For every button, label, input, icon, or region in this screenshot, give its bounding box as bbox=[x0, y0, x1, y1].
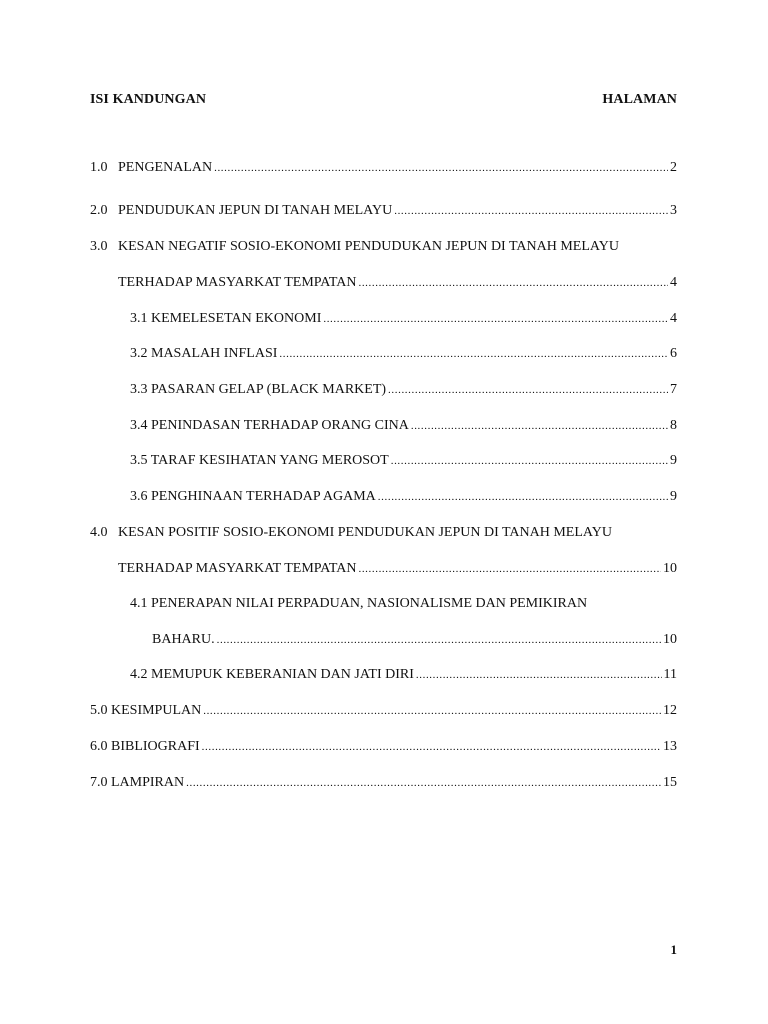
entry-page: 4 bbox=[670, 275, 677, 290]
entry-page: 12 bbox=[663, 703, 677, 718]
dot-leader bbox=[202, 741, 661, 753]
dot-leader bbox=[358, 277, 668, 289]
entry-page: 15 bbox=[663, 775, 677, 790]
entry-page: 8 bbox=[670, 418, 677, 433]
entry-page: 4 bbox=[670, 311, 677, 326]
dot-leader bbox=[378, 491, 668, 503]
entry-page: 6 bbox=[670, 346, 677, 361]
dot-leader bbox=[323, 313, 668, 325]
entry-page: 9 bbox=[670, 489, 677, 504]
toc-entry-1-0[interactable] bbox=[90, 160, 677, 180]
page-number: 1 bbox=[670, 942, 677, 957]
dot-leader bbox=[279, 348, 668, 360]
dot-leader bbox=[394, 205, 668, 217]
toc-entry-4-0-line1[interactable] bbox=[90, 525, 612, 541]
toc-entry-7-0[interactable] bbox=[90, 775, 677, 795]
entry-title: 3.1 KEMELESETAN EKONOMI bbox=[130, 311, 322, 326]
entry-page: 2 bbox=[670, 160, 677, 175]
entry-number: 1.0 bbox=[90, 160, 108, 175]
entry-page: 3 bbox=[670, 203, 677, 218]
entry-title: 6.0 BIBLIOGRAFI bbox=[90, 739, 200, 754]
entry-title: KESAN NEGATIF SOSIO-EKONOMI PENDUDUKAN JEPUN DI TANAH MELAYU bbox=[118, 239, 619, 254]
entry-title: PENGENALAN bbox=[118, 160, 213, 175]
toc-entry-3-0-line2[interactable] bbox=[118, 275, 677, 295]
entry-title: 7.0 LAMPIRAN bbox=[90, 775, 185, 790]
toc-entry-3-2[interactable] bbox=[130, 346, 677, 366]
entry-number: 3.0 bbox=[90, 239, 108, 254]
entry-title: 3.4 PENINDASAN TERHADAP ORANG CINA bbox=[130, 418, 409, 433]
entry-title-cont: TERHADAP MASYARKAT TEMPATAN bbox=[118, 275, 357, 290]
dot-leader bbox=[411, 420, 668, 432]
entry-number: 4.0 bbox=[90, 525, 108, 540]
toc-entry-4-0-line2[interactable] bbox=[118, 561, 677, 581]
entry-page: 13 bbox=[663, 739, 677, 754]
toc-entry-4-1-line1[interactable] bbox=[130, 596, 587, 612]
entry-title: PENDUDUKAN JEPUN DI TANAH MELAYU bbox=[118, 203, 393, 218]
dot-leader bbox=[388, 384, 668, 396]
dot-leader bbox=[391, 455, 668, 467]
entry-page: 10 bbox=[663, 632, 677, 647]
toc-entry-4-2[interactable] bbox=[130, 667, 677, 687]
entry-page: 7 bbox=[670, 382, 677, 397]
dot-leader bbox=[214, 162, 668, 174]
toc-entry-6-0[interactable] bbox=[90, 739, 677, 759]
toc-entry-3-6[interactable] bbox=[130, 489, 677, 509]
entry-title: KESAN POSITIF SOSIO-EKONOMI PENDUDUKAN JEPUN DI TANAH MELAYU bbox=[118, 525, 612, 540]
dot-leader bbox=[217, 634, 661, 646]
toc-title: ISI KANDUNGAN bbox=[90, 92, 207, 107]
entry-title: 3.3 PASARAN GELAP (BLACK MARKET) bbox=[130, 382, 387, 397]
entry-title: 3.6 PENGHINAAN TERHADAP AGAMA bbox=[130, 489, 376, 504]
toc-entry-3-5[interactable] bbox=[130, 453, 677, 473]
entry-page: 9 bbox=[670, 453, 677, 468]
toc-entry-3-3[interactable] bbox=[130, 382, 677, 402]
entry-title: 4.1 PENERAPAN NILAI PERPADUAN, NASIONALISME DAN PEMIKIRAN bbox=[130, 596, 588, 611]
toc-entry-3-1[interactable] bbox=[130, 311, 677, 331]
entry-title: 3.5 TARAF KESIHATAN YANG MEROSOT bbox=[130, 453, 389, 468]
entry-title-cont: BAHARU. bbox=[152, 632, 215, 647]
entry-number: 2.0 bbox=[90, 203, 108, 218]
entry-title-cont: TERHADAP MASYARKAT TEMPATAN bbox=[118, 561, 357, 576]
entry-title: 4.2 MEMUPUK KEBERANIAN DAN JATI DIRI bbox=[130, 667, 414, 682]
entry-page: 11 bbox=[663, 667, 677, 682]
entry-page: 10 bbox=[663, 561, 677, 576]
toc-entry-5-0[interactable] bbox=[90, 703, 677, 723]
toc-entry-4-1-line2[interactable] bbox=[152, 632, 677, 652]
entry-title: 3.2 MASALAH INFLASI bbox=[130, 346, 278, 361]
toc-entry-2-0[interactable] bbox=[90, 203, 677, 223]
entry-title: 5.0 KESIMPULAN bbox=[90, 703, 202, 718]
dot-leader bbox=[186, 777, 661, 789]
dot-leader bbox=[358, 563, 661, 575]
page-column-label: HALAMAN bbox=[602, 92, 677, 107]
toc-entry-3-4[interactable] bbox=[130, 418, 677, 438]
dot-leader bbox=[203, 705, 661, 717]
dot-leader bbox=[416, 669, 662, 681]
toc-entry-3-0-line1[interactable] bbox=[90, 239, 619, 255]
